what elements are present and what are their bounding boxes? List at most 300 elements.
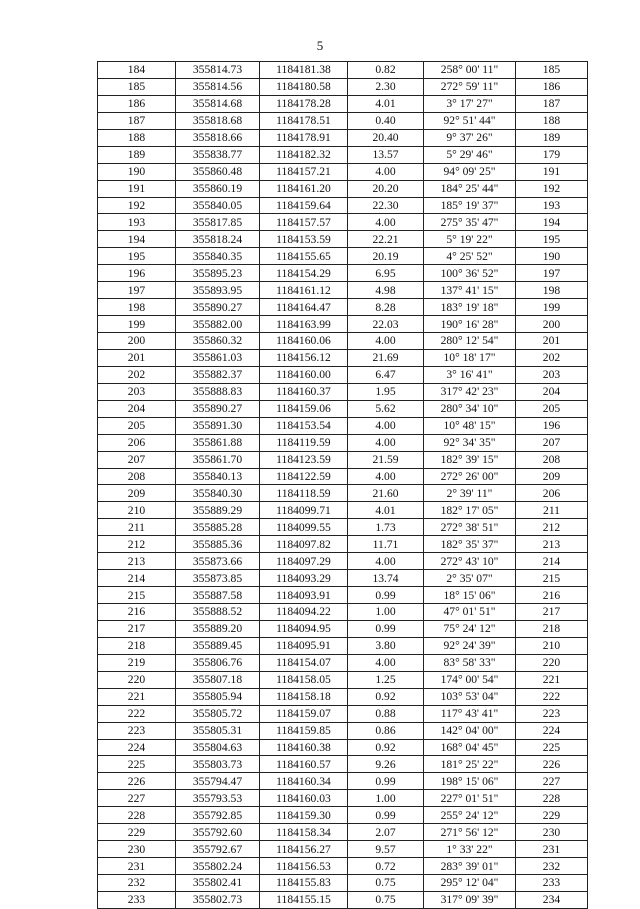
x-coordinate-cell: 355814.68 (176, 95, 260, 112)
table-row (98, 214, 588, 231)
x-coordinate-cell: 355818.66 (176, 129, 260, 146)
point-number-cell: 227 (98, 790, 176, 807)
point-number-cell: 194 (98, 231, 176, 248)
y-coordinate-cell: 1184153.59 (260, 231, 348, 248)
y-coordinate-cell: 1184155.83 (260, 875, 348, 892)
y-coordinate-cell: 1184099.71 (260, 502, 348, 519)
table-row (98, 485, 588, 502)
point-number-cell: 208 (98, 468, 176, 485)
x-coordinate-cell: 355817.85 (176, 214, 260, 231)
coordinates-table (97, 61, 588, 909)
bearing-cell: 2° 35' 07" (424, 570, 516, 587)
table-row (98, 417, 588, 434)
table-row (98, 62, 588, 79)
point-number-cell: 190 (98, 163, 176, 180)
next-point-cell: 221 (516, 671, 588, 688)
table-row (98, 180, 588, 197)
x-coordinate-cell: 355889.29 (176, 502, 260, 519)
point-number-cell: 195 (98, 248, 176, 265)
distance-cell: 21.59 (348, 451, 424, 468)
next-point-cell: 193 (516, 197, 588, 214)
distance-cell: 13.57 (348, 146, 424, 163)
y-coordinate-cell: 1184099.55 (260, 519, 348, 536)
y-coordinate-cell: 1184159.07 (260, 705, 348, 722)
distance-cell: 4.00 (348, 163, 424, 180)
table-row (98, 671, 588, 688)
table-row (98, 688, 588, 705)
y-coordinate-cell: 1184094.22 (260, 604, 348, 621)
table-row (98, 163, 588, 180)
x-coordinate-cell: 355890.27 (176, 299, 260, 316)
distance-cell: 0.99 (348, 807, 424, 824)
x-coordinate-cell: 355860.19 (176, 180, 260, 197)
y-coordinate-cell: 1184093.29 (260, 570, 348, 587)
table-row (98, 570, 588, 587)
next-point-cell: 208 (516, 451, 588, 468)
y-coordinate-cell: 1184123.59 (260, 451, 348, 468)
x-coordinate-cell: 355895.23 (176, 265, 260, 282)
table-row (98, 773, 588, 790)
distance-cell: 0.75 (348, 875, 424, 892)
table-row (98, 790, 588, 807)
bearing-cell: 2° 39' 11" (424, 485, 516, 502)
point-number-cell: 215 (98, 587, 176, 604)
distance-cell: 1.73 (348, 519, 424, 536)
x-coordinate-cell: 355840.35 (176, 248, 260, 265)
next-point-cell: 191 (516, 163, 588, 180)
x-coordinate-cell: 355893.95 (176, 282, 260, 299)
next-point-cell: 223 (516, 705, 588, 722)
bearing-cell: 317° 09' 39" (424, 891, 516, 908)
bearing-cell: 117° 43' 41" (424, 705, 516, 722)
y-coordinate-cell: 1184178.51 (260, 112, 348, 129)
distance-cell: 22.03 (348, 316, 424, 333)
x-coordinate-cell: 355807.18 (176, 671, 260, 688)
distance-cell: 4.00 (348, 333, 424, 350)
next-point-cell: 216 (516, 587, 588, 604)
point-number-cell: 186 (98, 95, 176, 112)
y-coordinate-cell: 1184160.37 (260, 383, 348, 400)
y-coordinate-cell: 1184159.30 (260, 807, 348, 824)
next-point-cell: 222 (516, 688, 588, 705)
distance-cell: 3.80 (348, 637, 424, 654)
table-row (98, 146, 588, 163)
table-row (98, 265, 588, 282)
table-row (98, 620, 588, 637)
x-coordinate-cell: 355818.24 (176, 231, 260, 248)
point-number-cell: 188 (98, 129, 176, 146)
distance-cell: 1.00 (348, 790, 424, 807)
bearing-cell: 271° 56' 12" (424, 824, 516, 841)
point-number-cell: 184 (98, 62, 176, 79)
next-point-cell: 201 (516, 333, 588, 350)
x-coordinate-cell: 355888.83 (176, 383, 260, 400)
table-row (98, 468, 588, 485)
distance-cell: 0.86 (348, 722, 424, 739)
y-coordinate-cell: 1184160.06 (260, 333, 348, 350)
next-point-cell: 218 (516, 620, 588, 637)
distance-cell: 20.40 (348, 129, 424, 146)
next-point-cell: 187 (516, 95, 588, 112)
distance-cell: 8.28 (348, 299, 424, 316)
table-row (98, 349, 588, 366)
point-number-cell: 217 (98, 620, 176, 637)
next-point-cell: 230 (516, 824, 588, 841)
bearing-cell: 1° 33' 22" (424, 841, 516, 858)
x-coordinate-cell: 355814.56 (176, 78, 260, 95)
table-row (98, 400, 588, 417)
y-coordinate-cell: 1184161.12 (260, 282, 348, 299)
table-row (98, 536, 588, 553)
y-coordinate-cell: 1184182.32 (260, 146, 348, 163)
distance-cell: 4.00 (348, 553, 424, 570)
table-row (98, 502, 588, 519)
x-coordinate-cell: 355889.45 (176, 637, 260, 654)
bearing-cell: 280° 12' 54" (424, 333, 516, 350)
x-coordinate-cell: 355793.53 (176, 790, 260, 807)
point-number-cell: 221 (98, 688, 176, 705)
next-point-cell: 196 (516, 417, 588, 434)
point-number-cell: 196 (98, 265, 176, 282)
bearing-cell: 18° 15' 06" (424, 587, 516, 604)
distance-cell: 4.00 (348, 417, 424, 434)
distance-cell: 1.25 (348, 671, 424, 688)
x-coordinate-cell: 355885.36 (176, 536, 260, 553)
bearing-cell: 5° 29' 46" (424, 146, 516, 163)
x-coordinate-cell: 355840.13 (176, 468, 260, 485)
table-row (98, 756, 588, 773)
bearing-cell: 182° 35' 37" (424, 536, 516, 553)
y-coordinate-cell: 1184097.82 (260, 536, 348, 553)
distance-cell: 0.75 (348, 891, 424, 908)
y-coordinate-cell: 1184095.91 (260, 637, 348, 654)
next-point-cell: 207 (516, 434, 588, 451)
x-coordinate-cell: 355889.20 (176, 620, 260, 637)
page-number: 5 (316, 38, 324, 53)
point-number-cell: 213 (98, 553, 176, 570)
y-coordinate-cell: 1184157.57 (260, 214, 348, 231)
distance-cell: 4.00 (348, 434, 424, 451)
y-coordinate-cell: 1184160.38 (260, 739, 348, 756)
point-number-cell: 192 (98, 197, 176, 214)
point-number-cell: 210 (98, 502, 176, 519)
y-coordinate-cell: 1184181.38 (260, 62, 348, 79)
next-point-cell: 215 (516, 570, 588, 587)
table-row (98, 587, 588, 604)
y-coordinate-cell: 1184119.59 (260, 434, 348, 451)
distance-cell: 6.95 (348, 265, 424, 282)
next-point-cell: 220 (516, 654, 588, 671)
x-coordinate-cell: 355890.27 (176, 400, 260, 417)
x-coordinate-cell: 355805.72 (176, 705, 260, 722)
bearing-cell: 295° 12' 04" (424, 875, 516, 892)
table-row (98, 807, 588, 824)
x-coordinate-cell: 355861.88 (176, 434, 260, 451)
point-number-cell: 233 (98, 891, 176, 908)
distance-cell: 22.21 (348, 231, 424, 248)
point-number-cell: 226 (98, 773, 176, 790)
point-number-cell: 200 (98, 333, 176, 350)
table-row (98, 333, 588, 350)
bearing-cell: 272° 38' 51" (424, 519, 516, 536)
y-coordinate-cell: 1184160.57 (260, 756, 348, 773)
next-point-cell: 229 (516, 807, 588, 824)
x-coordinate-cell: 355792.67 (176, 841, 260, 858)
table-row (98, 282, 588, 299)
table-row (98, 637, 588, 654)
bearing-cell: 75° 24' 12" (424, 620, 516, 637)
point-number-cell: 193 (98, 214, 176, 231)
next-point-cell: 231 (516, 841, 588, 858)
bearing-cell: 92° 24' 39" (424, 637, 516, 654)
table-row (98, 891, 588, 908)
bearing-cell: 258° 00' 11" (424, 62, 516, 79)
table-row (98, 705, 588, 722)
next-point-cell: 211 (516, 502, 588, 519)
bearing-cell: 280° 34' 10" (424, 400, 516, 417)
next-point-cell: 227 (516, 773, 588, 790)
distance-cell: 0.92 (348, 688, 424, 705)
table-row (98, 366, 588, 383)
next-point-cell: 200 (516, 316, 588, 333)
table-row (98, 112, 588, 129)
next-point-cell: 186 (516, 78, 588, 95)
next-point-cell: 179 (516, 146, 588, 163)
x-coordinate-cell: 355838.77 (176, 146, 260, 163)
x-coordinate-cell: 355873.66 (176, 553, 260, 570)
x-coordinate-cell: 355860.32 (176, 333, 260, 350)
bearing-cell: 3° 17' 27" (424, 95, 516, 112)
distance-cell: 4.01 (348, 502, 424, 519)
distance-cell: 6.47 (348, 366, 424, 383)
distance-cell: 1.00 (348, 604, 424, 621)
point-number-cell: 223 (98, 722, 176, 739)
point-number-cell: 185 (98, 78, 176, 95)
bearing-cell: 227° 01' 51" (424, 790, 516, 807)
x-coordinate-cell: 355792.60 (176, 824, 260, 841)
next-point-cell: 232 (516, 858, 588, 875)
y-coordinate-cell: 1184094.95 (260, 620, 348, 637)
y-coordinate-cell: 1184178.91 (260, 129, 348, 146)
table-row (98, 299, 588, 316)
bearing-cell: 83° 58' 33" (424, 654, 516, 671)
x-coordinate-cell: 355873.85 (176, 570, 260, 587)
y-coordinate-cell: 1184156.53 (260, 858, 348, 875)
bearing-cell: 198° 15' 06" (424, 773, 516, 790)
x-coordinate-cell: 355802.41 (176, 875, 260, 892)
coordinates-table-body (98, 62, 588, 909)
next-point-cell: 210 (516, 637, 588, 654)
bearing-cell: 185° 19' 37" (424, 197, 516, 214)
next-point-cell: 205 (516, 400, 588, 417)
point-number-cell: 220 (98, 671, 176, 688)
table-row (98, 654, 588, 671)
point-number-cell: 224 (98, 739, 176, 756)
distance-cell: 0.72 (348, 858, 424, 875)
bearing-cell: 100° 36' 52" (424, 265, 516, 282)
x-coordinate-cell: 355818.68 (176, 112, 260, 129)
next-point-cell: 225 (516, 739, 588, 756)
x-coordinate-cell: 355887.58 (176, 587, 260, 604)
table-row (98, 383, 588, 400)
distance-cell: 22.30 (348, 197, 424, 214)
y-coordinate-cell: 1184164.47 (260, 299, 348, 316)
point-number-cell: 212 (98, 536, 176, 553)
y-coordinate-cell: 1184160.34 (260, 773, 348, 790)
y-coordinate-cell: 1184160.03 (260, 790, 348, 807)
y-coordinate-cell: 1184161.20 (260, 180, 348, 197)
bearing-cell: 92° 34' 35" (424, 434, 516, 451)
distance-cell: 21.60 (348, 485, 424, 502)
next-point-cell: 188 (516, 112, 588, 129)
distance-cell: 20.20 (348, 180, 424, 197)
bearing-cell: 103° 53' 04" (424, 688, 516, 705)
bearing-cell: 5° 19' 22" (424, 231, 516, 248)
next-point-cell: 233 (516, 875, 588, 892)
next-point-cell: 203 (516, 366, 588, 383)
x-coordinate-cell: 355860.48 (176, 163, 260, 180)
y-coordinate-cell: 1184122.59 (260, 468, 348, 485)
distance-cell: 0.92 (348, 739, 424, 756)
point-number-cell: 202 (98, 366, 176, 383)
y-coordinate-cell: 1184159.06 (260, 400, 348, 417)
y-coordinate-cell: 1184156.12 (260, 349, 348, 366)
bearing-cell: 10° 18' 17" (424, 349, 516, 366)
bearing-cell: 255° 24' 12" (424, 807, 516, 824)
bearing-cell: 190° 16' 28" (424, 316, 516, 333)
y-coordinate-cell: 1184155.15 (260, 891, 348, 908)
distance-cell: 9.26 (348, 756, 424, 773)
next-point-cell: 204 (516, 383, 588, 400)
point-number-cell: 199 (98, 316, 176, 333)
x-coordinate-cell: 355882.37 (176, 366, 260, 383)
point-number-cell: 230 (98, 841, 176, 858)
x-coordinate-cell: 355882.00 (176, 316, 260, 333)
bearing-cell: 168° 04' 45" (424, 739, 516, 756)
point-number-cell: 229 (98, 824, 176, 841)
point-number-cell: 201 (98, 349, 176, 366)
point-number-cell: 219 (98, 654, 176, 671)
distance-cell: 5.62 (348, 400, 424, 417)
distance-cell: 4.00 (348, 468, 424, 485)
point-number-cell: 206 (98, 434, 176, 451)
table-row (98, 858, 588, 875)
next-point-cell: 185 (516, 62, 588, 79)
bearing-cell: 94° 09' 25" (424, 163, 516, 180)
x-coordinate-cell: 355840.05 (176, 197, 260, 214)
distance-cell: 0.82 (348, 62, 424, 79)
distance-cell: 4.98 (348, 282, 424, 299)
distance-cell: 2.07 (348, 824, 424, 841)
bearing-cell: 47° 01' 51" (424, 604, 516, 621)
table-row (98, 197, 588, 214)
distance-cell: 20.19 (348, 248, 424, 265)
bearing-cell: 174° 00' 54" (424, 671, 516, 688)
table-row (98, 604, 588, 621)
bearing-cell: 182° 17' 05" (424, 502, 516, 519)
x-coordinate-cell: 355814.73 (176, 62, 260, 79)
bearing-cell: 272° 26' 00" (424, 468, 516, 485)
bearing-cell: 317° 42' 23" (424, 383, 516, 400)
table-row (98, 231, 588, 248)
next-point-cell: 202 (516, 349, 588, 366)
table-row (98, 824, 588, 841)
point-number-cell: 211 (98, 519, 176, 536)
bearing-cell: 184° 25' 44" (424, 180, 516, 197)
y-coordinate-cell: 1184155.65 (260, 248, 348, 265)
next-point-cell: 228 (516, 790, 588, 807)
distance-cell: 1.95 (348, 383, 424, 400)
y-coordinate-cell: 1184159.64 (260, 197, 348, 214)
next-point-cell: 195 (516, 231, 588, 248)
bearing-cell: 181° 25' 22" (424, 756, 516, 773)
distance-cell: 0.99 (348, 620, 424, 637)
distance-cell: 21.69 (348, 349, 424, 366)
table-row (98, 95, 588, 112)
distance-cell: 4.00 (348, 654, 424, 671)
distance-cell: 9.57 (348, 841, 424, 858)
next-point-cell: 212 (516, 519, 588, 536)
next-point-cell: 197 (516, 265, 588, 282)
table-row (98, 841, 588, 858)
y-coordinate-cell: 1184093.91 (260, 587, 348, 604)
bearing-cell: 183° 19' 18" (424, 299, 516, 316)
point-number-cell: 228 (98, 807, 176, 824)
y-coordinate-cell: 1184158.05 (260, 671, 348, 688)
point-number-cell: 232 (98, 875, 176, 892)
point-number-cell: 197 (98, 282, 176, 299)
y-coordinate-cell: 1184180.58 (260, 78, 348, 95)
table-row (98, 78, 588, 95)
x-coordinate-cell: 355885.28 (176, 519, 260, 536)
table-row (98, 434, 588, 451)
next-point-cell: 224 (516, 722, 588, 739)
bearing-cell: 142° 04' 00" (424, 722, 516, 739)
table-row (98, 875, 588, 892)
bearing-cell: 275° 35' 47" (424, 214, 516, 231)
y-coordinate-cell: 1184158.18 (260, 688, 348, 705)
next-point-cell: 192 (516, 180, 588, 197)
x-coordinate-cell: 355888.52 (176, 604, 260, 621)
x-coordinate-cell: 355861.70 (176, 451, 260, 468)
table-row (98, 553, 588, 570)
point-number-cell: 231 (98, 858, 176, 875)
point-number-cell: 216 (98, 604, 176, 621)
table-row (98, 129, 588, 146)
next-point-cell: 199 (516, 299, 588, 316)
x-coordinate-cell: 355794.47 (176, 773, 260, 790)
y-coordinate-cell: 1184159.85 (260, 722, 348, 739)
point-number-cell: 204 (98, 400, 176, 417)
point-number-cell: 191 (98, 180, 176, 197)
point-number-cell: 198 (98, 299, 176, 316)
bearing-cell: 272° 59' 11" (424, 78, 516, 95)
table-row (98, 316, 588, 333)
next-point-cell: 234 (516, 891, 588, 908)
bearing-cell: 4° 25' 52" (424, 248, 516, 265)
x-coordinate-cell: 355802.73 (176, 891, 260, 908)
bearing-cell: 182° 39' 15" (424, 451, 516, 468)
distance-cell: 4.00 (348, 214, 424, 231)
x-coordinate-cell: 355802.24 (176, 858, 260, 875)
distance-cell: 4.01 (348, 95, 424, 112)
point-number-cell: 189 (98, 146, 176, 163)
table-row (98, 722, 588, 739)
bearing-cell: 10° 48' 15" (424, 417, 516, 434)
x-coordinate-cell: 355804.63 (176, 739, 260, 756)
point-number-cell: 205 (98, 417, 176, 434)
y-coordinate-cell: 1184163.99 (260, 316, 348, 333)
